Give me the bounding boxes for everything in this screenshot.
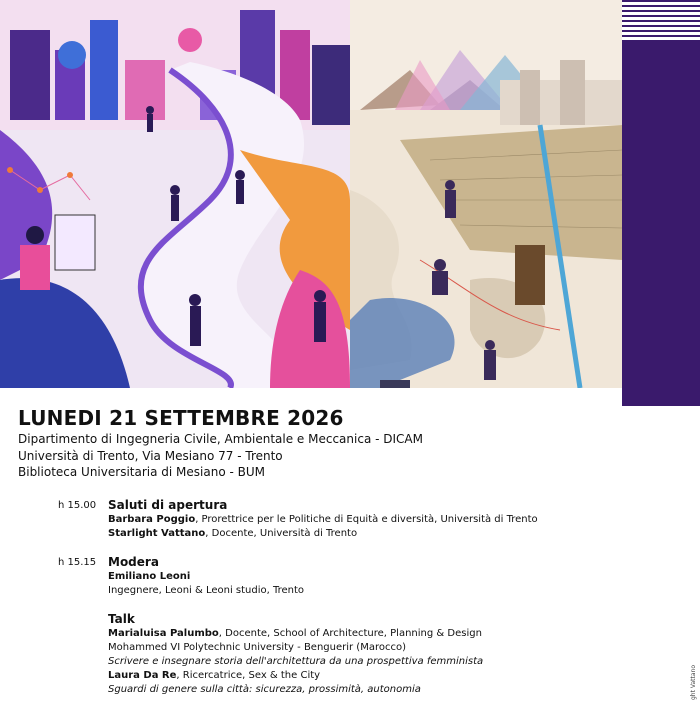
- event-date: LUNEDI 21 SETTEMBRE 2026: [18, 406, 344, 430]
- session-title: Saluti di apertura: [108, 498, 228, 512]
- purple-band: [622, 40, 700, 406]
- speaker-role: , Ricercatrice, Sex & the City: [176, 670, 321, 681]
- speaker-affiliation: Mohammed VI Polytechnic University - Benguerir (Marocco): [108, 642, 406, 653]
- time-label: h 15.15: [58, 557, 97, 568]
- speaker-name: Emiliano Leoni: [108, 571, 191, 582]
- session-title: Talk: [108, 612, 135, 626]
- program-item-welcome: [58, 498, 598, 541]
- talk-title: Scrivere e insegnare storia dell'architettura da una prospettiva femminista: [108, 656, 484, 667]
- hero-illustration: [0, 0, 622, 388]
- speaker-line: [108, 570, 598, 584]
- program-item-talk: [58, 612, 598, 697]
- speaker-line: [108, 527, 598, 541]
- time-label: h 15.00: [58, 500, 97, 511]
- speaker-line: [108, 627, 598, 641]
- speaker-name: Marialuisa Palumbo: [108, 628, 219, 639]
- talk-title: Sguardi di genere sulla città: sicurezza, prossimità, autonomia: [108, 684, 421, 695]
- speaker-name: Starlight Vattano: [108, 528, 206, 539]
- credit-text: ght Vattano: [690, 664, 697, 700]
- venue-line: Università di Trento, Via Mesiano 77 - Trento: [18, 448, 283, 463]
- stripe-band: [622, 0, 700, 40]
- speaker-line: [108, 513, 598, 527]
- speaker-role: , Docente, School of Architecture, Planning & Design: [218, 628, 482, 639]
- program-item-moderator: [58, 555, 598, 598]
- speaker-role: , Prorettrice per le Politiche di Equità e diversità, Università di Trento: [195, 514, 538, 525]
- session-title: Modera: [108, 555, 159, 569]
- venue-line: Dipartimento di Ingegneria Civile, Ambientale e Meccanica - DICAM: [18, 432, 423, 446]
- speaker-name: Barbara Poggio: [108, 514, 196, 525]
- image-credit: [690, 620, 700, 700]
- speaker-name: Laura Da Re: [108, 670, 177, 681]
- sidebar-decoration: [622, 0, 700, 700]
- speaker-line: [108, 669, 598, 683]
- venue-block: [18, 431, 423, 481]
- speaker-role: Ingegnere, Leoni & Leoni studio, Trento: [108, 585, 305, 596]
- program: [58, 498, 598, 711]
- speaker-role: , Docente, Università di Trento: [205, 528, 358, 539]
- venue-line: Biblioteca Universitaria di Mesiano - BUM: [18, 465, 265, 479]
